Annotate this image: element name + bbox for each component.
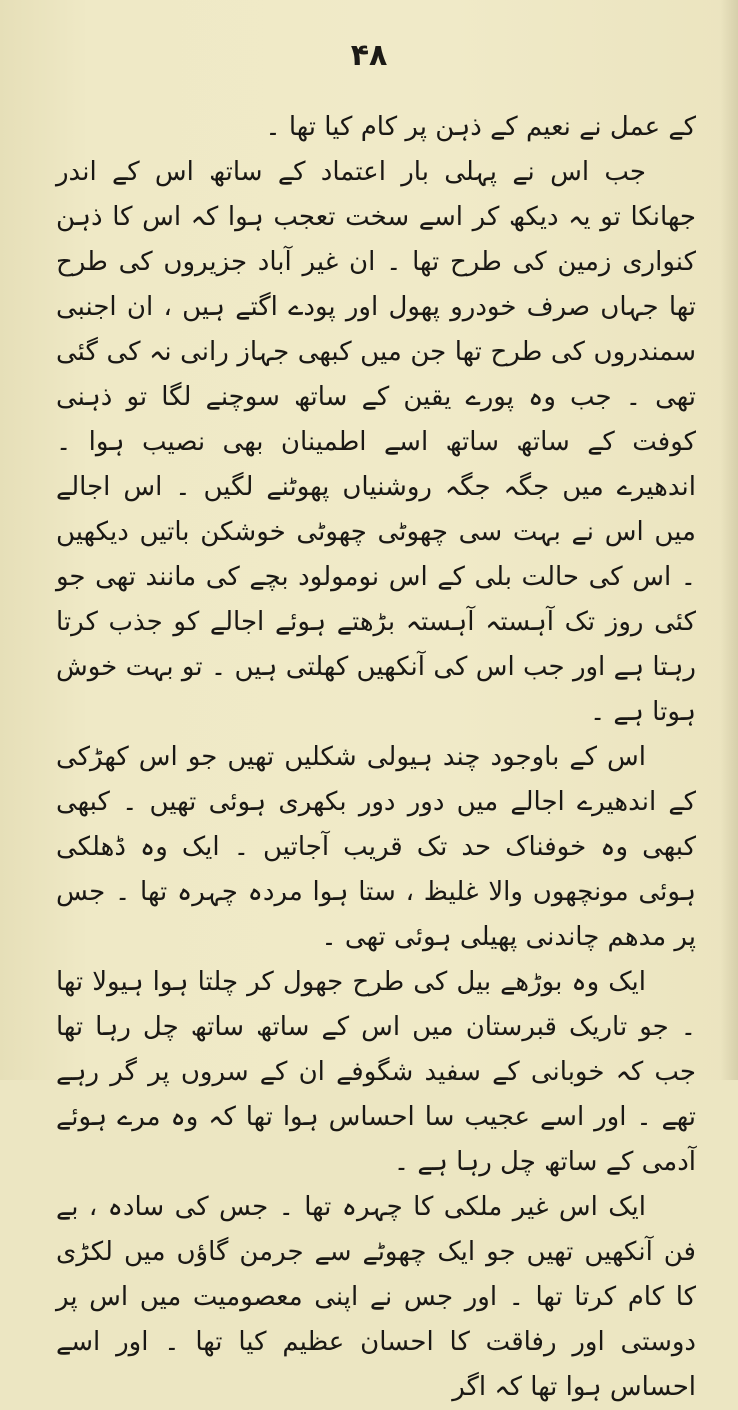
paragraph-4: ایک وہ بوڑھے بیل کی طرح جھول کر چلتا ہوا ہیولا تھا ۔ جو تاریک قبرستان میں اس کے ساتھ ساتھ چل رہا تھا جب کہ خوبانی کے سفید شگوفے ان کے سروں پر گر رہے تھے ۔ اور اسے عجیب سا احساس ہوا تھا کہ وہ مرے ہوئے آدمی کے ساتھ چل رہا ہے ۔ bbox=[56, 967, 696, 1177]
page-number: ۴۸ bbox=[350, 38, 388, 73]
paragraph-1: کے عمل نے نعیم کے ذہن پر کام کیا تھا ۔ bbox=[265, 112, 696, 142]
body-text bbox=[56, 105, 696, 1410]
paragraph-2: جب اس نے پہلی بار اعتماد کے ساتھ اس کے اندر جھانکا تو یہ دیکھ کر اسے سخت تعجب ہوا کہ اس کا ذہن کنواری زمین کی طرح تھا ۔ ان غیر آباد جزیروں کی طرح تھا جہاں صرف خودرو پھول اور پودے اگتے ہیں ، ان اجنبی سمندروں کی طرح تھا جن میں کبھی جہاز رانی نہ کی گئی تھی ۔ جب وہ پورے یقین کے ساتھ سوچنے لگا تو ذہنی کوفت کے ساتھ ساتھ اسے اطمینان بھی نصیب ہوا ۔ اندھیرے میں جگہ جگہ روشنیاں پھوٹنے لگیں ۔ اس اجالے میں اس نے بہت سی چھوٹی چھوٹی خوشکن باتیں دیکھیں ۔ اس کی حالت بلی کے اس نومولود بچے کی مانند تھی جو کئی روز تک آہستہ آہستہ بڑھتے ہوئے اجالے کو جذب کرتا رہتا ہے اور جب اس کی آنکھیں کھلتی ہیں ۔ تو بہت خوش ہوتا ہے ۔ bbox=[56, 157, 696, 727]
page-edge-shadow bbox=[720, 0, 738, 1080]
paragraph-3: اس کے باوجود چند ہیولی شکلیں تھیں جو اس کھڑکی کے اندھیرے اجالے میں دور دور بکھری ہوئی تھیں ۔ کبھی کبھی وہ خوفناک حد تک قریب آجاتیں ۔ ایک وہ ڈھلکی ہوئی مونچھوں والا غلیظ ، ستا ہوا مردہ چہرہ تھا ۔ جس پر مدھم چاندنی پھیلی ہوئی تھی ۔ bbox=[56, 742, 696, 952]
paragraph-5: ایک اس غیر ملکی کا چہرہ تھا ۔ جس کی سادہ ، بے فن آنکھیں تھیں جو ایک چھوٹے سے جرمن گاؤں میں لکڑی کا کام کرتا تھا ۔ اور جس نے اپنی معصومیت میں اس پر دوستی اور رفاقت کا احسان عظیم کیا تھا ۔ اور اسے احساس ہوا تھا کہ اگر bbox=[56, 1192, 696, 1402]
